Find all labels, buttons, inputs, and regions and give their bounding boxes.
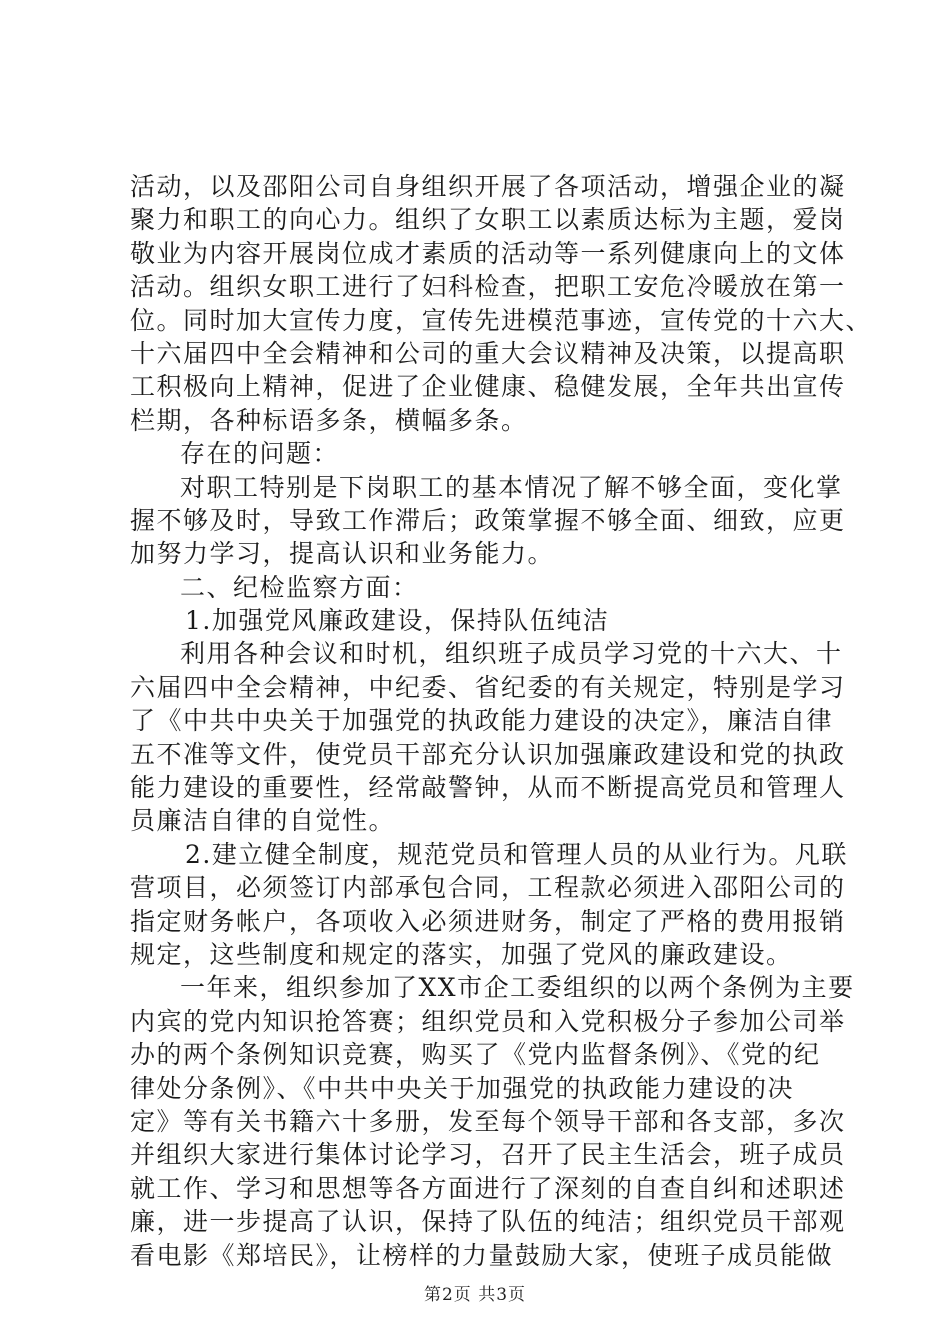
text-line: 办的两个条例知识竞赛，购买了《党内监督条例》、《党的纪 — [130, 1040, 821, 1070]
text-line: 律处分条例》、《中共中央关于加强党的执政能力建设的决 — [130, 1073, 795, 1103]
text-line: 活动。组织女职工进行了妇科检查，把职工安危冷暖放在第一 — [130, 272, 846, 302]
text-line: 廉，进一步提高了认识，保持了队伍的纯洁；组织党员干部观 — [130, 1207, 846, 1237]
subheading-clean-government — [130, 604, 835, 637]
text-line: 员廉洁自律的自觉性。 — [130, 806, 396, 836]
text-line: 定》等有关书籍六十多册，发至每个领导干部和各支部，多次 — [130, 1106, 846, 1136]
text-line: 六届四中全会精神，中纪委、省纪委的有关规定，特别是学习 — [130, 672, 846, 702]
text-line: 了《中共中央关于加强党的执政能力建设的决定》，廉洁自律 — [130, 706, 834, 736]
page-number-footer: 第2页 共3页 — [423, 1285, 527, 1305]
text-line: 十六届四中全会精神和公司的重大会议精神及决策，以提高职 — [130, 338, 846, 368]
text-line: 聚力和职工的向心力。组织了女职工以素质达标为主题，爱岗 — [130, 205, 846, 235]
text-line: 内宾的党内知识抢答赛；组织党员和入党积极分子参加公司举 — [130, 1006, 846, 1036]
text-line: 2.建立健全制度，规范党员和管理人员的从业行为。凡联 — [185, 839, 848, 869]
paragraph-problems — [130, 471, 846, 571]
text-line: 就工作、学习和思想等各方面进行了深刻的自查自纠和述职述 — [130, 1173, 846, 1203]
text-line: 利用各种会议和时机，组织班子成员学习党的十六大、十 — [180, 639, 843, 669]
paragraph-study-meetings — [130, 637, 846, 837]
text-line: 营项目，必须签订内部承包合同，工程款必须进入邵阳公司的 — [130, 873, 846, 903]
text-line: 工积极向上精神，促进了企业健康、稳健发展，全年共出宣传 — [130, 372, 846, 402]
text-line: 规定，这些制度和规定的落实，加强了党风的廉政建设。 — [130, 939, 793, 969]
text-line: 能力建设的重要性，经常敲警钟，从而不断提高党员和管理人 — [130, 773, 846, 803]
heading-discipline-inspection — [130, 571, 835, 604]
text-line: 并组织大家进行集体讨论学习，召开了民主生活会，班子成员 — [130, 1140, 846, 1170]
text-line: 位。同时加大宣传力度，宣传先进模范事迹，宣传党的十六大、 — [130, 305, 873, 335]
text-line: 五不准等文件，使党员干部充分认识加强廉政建设和党的执政 — [130, 739, 846, 769]
text-line: 栏期，各种标语多条，横幅多条。 — [130, 405, 528, 435]
text-line: 敬业为内容开展岗位成才素质的活动等一系列健康向上的文体 — [130, 238, 846, 268]
paragraph-activities — [130, 170, 873, 437]
heading-existing-problems — [130, 437, 835, 470]
text-line: 一年来，组织参加了XX市企工委组织的以两个条例为主要 — [180, 973, 855, 1003]
text-line: 存在的问题： — [180, 439, 340, 469]
text-line: 对职工特别是下岗职工的基本情况了解不够全面，变化掌 — [180, 472, 843, 502]
text-line: 握不够及时，导致工作滞后；政策掌握不够全面、细致，应更 — [130, 505, 846, 535]
document-body — [130, 170, 873, 1272]
text-line: 1.加强党风廉政建设，保持队伍纯洁 — [185, 606, 610, 636]
text-line: 二、纪检监察方面： — [180, 572, 419, 602]
text-line: 看电影《郑培民》，让榜样的力量鼓励大家，使班子成员能做 — [130, 1240, 834, 1270]
text-line: 活动，以及邵阳公司自身组织开展了各项活动，增强企业的凝 — [130, 172, 846, 201]
text-line: 加努力学习，提高认识和业务能力。 — [130, 539, 555, 569]
paragraph-year-summary — [130, 971, 855, 1272]
text-line: 指定财务帐户，各项收入必须进财务，制定了严格的费用报销 — [130, 906, 846, 936]
paragraph-system-rules — [130, 838, 848, 972]
